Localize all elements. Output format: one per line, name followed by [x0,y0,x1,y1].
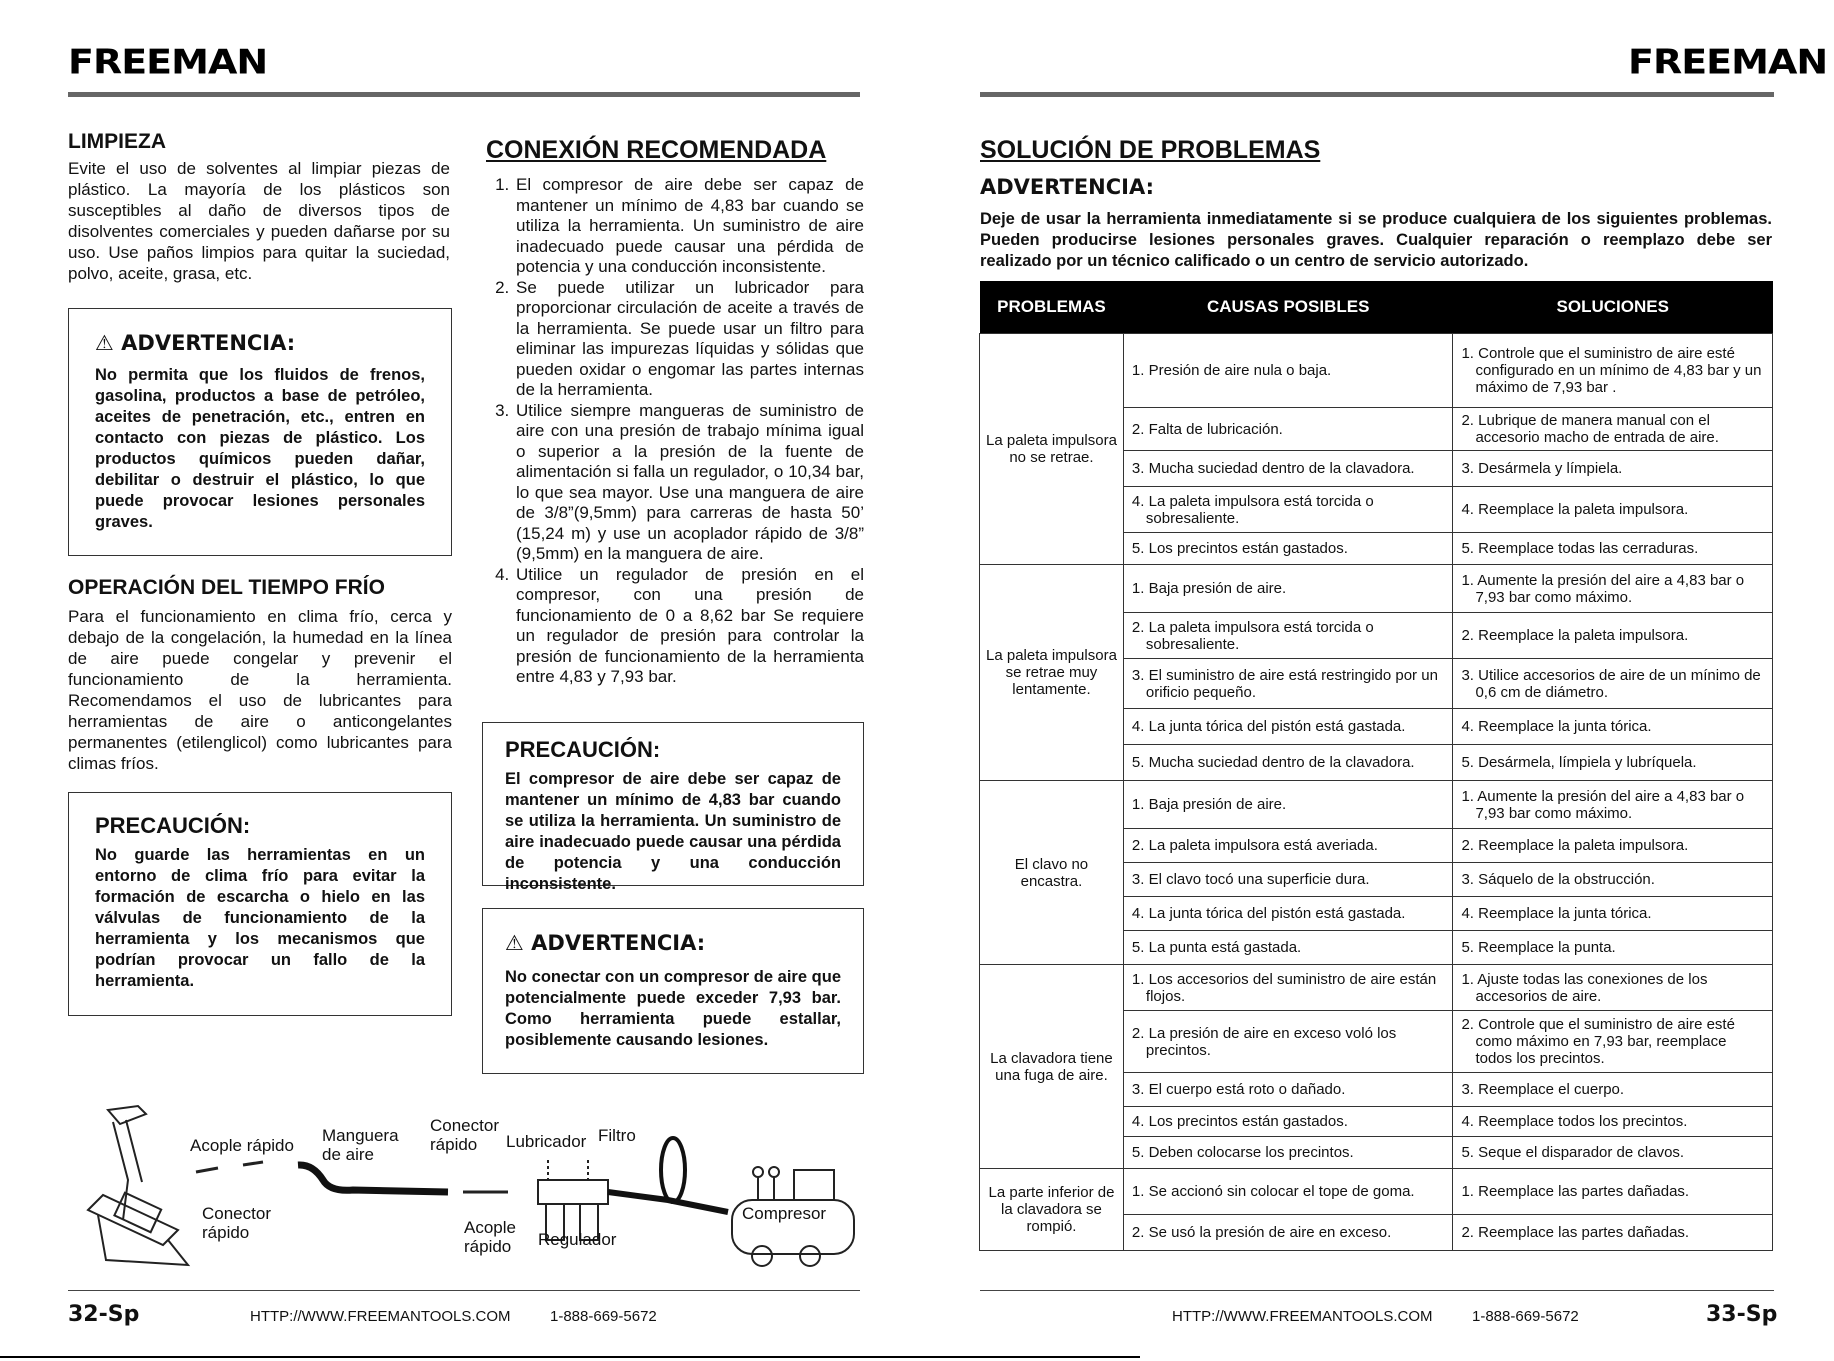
freeman-logo-left: FREEMAN [68,42,268,82]
precaucion-box-2 [482,722,864,893]
solucion-advertencia: ADVERTENCIA: [980,175,1155,199]
bottom-edge-line [0,1356,1140,1358]
footer-phone-left: 1-888-669-5672 [550,1308,657,1325]
label-manguera: Manguera de aire [322,1126,399,1164]
solution-cell: 5. Desármela, límpiela y lubríquela. [1453,745,1773,781]
frio-title: OPERACIÓN DEL TIEMPO FRÍO [68,576,385,599]
table-row [980,781,1773,829]
precaucion-box-1 [68,792,452,1016]
advertencia-box-2 [482,908,864,1074]
header-rule-right [980,92,1774,97]
table-row [980,1169,1773,1215]
precaucion-text-1: No guarde las herramientas en un entorno de clima frío para evitar la formación de escarcha o hielo en las válvulas de funcionamiento de la herramienta y los mecanismos que podrían provocar un fallo de la herramienta. [95,846,425,990]
cause-cell: 5. Deben colocarse los precintos. [1123,1137,1453,1169]
cause-cell: 1. Presión de aire nula o baja. [1123,334,1453,408]
table-row [980,565,1773,613]
advertencia-heading-2 [505,931,841,955]
solution-cell: 1. Reemplace las partes dañadas. [1453,1169,1773,1215]
conexion-list [486,175,864,688]
cause-cell: 2. Se usó la presión de aire en exceso. [1123,1215,1453,1251]
problem-cell: La parte inferior de la clavadora se rompió. [980,1169,1124,1251]
solucion-title: SOLUCIÓN DE PROBLEMAS [980,136,1321,164]
footer-rule-right [980,1290,1774,1291]
advertencia-box-1 [68,308,452,556]
solution-cell: 5. Seque el disparador de clavos. [1453,1137,1773,1169]
solution-cell: 2. Controle que el suministro de aire esté como máximo en 7,93 bar, reemplace todos los precintos. [1453,1011,1773,1073]
hose-coil-shape [661,1138,685,1202]
cause-cell: 3. Mucha suciedad dentro de la clavadora. [1123,451,1453,487]
problem-cell: El clavo no encastra. [980,781,1124,965]
quick-coupler-shape [196,1162,263,1172]
header-soluciones: SOLUCIONES [1453,281,1773,334]
solution-cell: 1. Aumente la presión del aire a 4,83 bar o 7,93 bar como máximo. [1453,565,1773,613]
solution-cell: 4. Reemplace todos los precintos. [1453,1107,1773,1137]
solution-cell: 5. Reemplace la punta. [1453,931,1773,965]
cause-cell: 5. Los precintos están gastados. [1123,533,1453,565]
cause-cell: 1. Baja presión de aire. [1123,565,1453,613]
solution-cell: 1. Controle que el suministro de aire esté configurado en un mínimo de 4,83 bar y un máximo de 7,93 bar . [1453,334,1773,408]
label-lubricador: Lubricador [506,1132,587,1151]
precaucion-text-2: El compresor de aire debe ser capaz de mantener un mínimo de 4,83 bar cuando se utiliza la herramienta. Un suministro de aire inadecuado puede causar una pérdida de potencia y una conducción inconsistente. [505,770,841,893]
troubleshooting-table [979,281,1773,1251]
footer-url-right: HTTP://WWW.FREEMANTOOLS.COM [1172,1308,1433,1325]
cause-cell: 3. El cuerpo está roto o dañado. [1123,1073,1453,1107]
advertencia-title-2: ADVERTENCIA: [531,931,706,955]
cause-cell: 2. La paleta impulsora está torcida o sobresaliente. [1123,613,1453,659]
advertencia-text-1: No permita que los fluidos de frenos, gasolina, productos a base de petróleo, aceites de penetración, etc., entren en contacto con piezas de plástico. Los productos químicos pueden dañar, debilitar o destruir el plástico, lo que puede provocar lesiones personales graves. [95,366,425,531]
warning-triangle-icon: ⚠ [505,931,524,955]
conexion-item: 4. Utilice un regulador de presión en el compresor, con una presión de funcionamiento de 0 a 8,62 bar Se requiere un regulador de presión para controlar la presión de funcionamiento de la herramienta entre 4,83 y 7,93 bar. [514,565,864,688]
solution-cell: 4. Reemplace la junta tórica. [1453,709,1773,745]
footer-rule-left [68,1290,860,1291]
solution-cell: 2. Reemplace la paleta impulsora. [1453,829,1773,863]
problem-cell: La paleta impulsora se retrae muy lentamente. [980,565,1124,781]
solution-cell: 1. Ajuste todas las conexiones de los accesorios de aire. [1453,965,1773,1011]
precaucion-title-2: PRECAUCIÓN: [505,737,661,762]
page-number-right: 33-Sp [1706,1302,1778,1327]
solution-cell: 3. Desármela y límpiela. [1453,451,1773,487]
freeman-logo-right: FREEMAN [1628,42,1828,82]
advertencia-title-1: ADVERTENCIA: [121,331,296,355]
label-acople-rapido-1: Acople rápido [190,1136,294,1155]
precaucion-title-1: PRECAUCIÓN: [95,813,251,838]
advertencia-heading-1 [95,331,425,355]
cause-cell: 2. La presión de aire en exceso voló los precintos. [1123,1011,1453,1073]
footer-url-left: HTTP://WWW.FREEMANTOOLS.COM [250,1308,511,1325]
label-conector-rapido-2: Conector rápido [430,1116,499,1154]
solution-cell: 2. Reemplace las partes dañadas. [1453,1215,1773,1251]
solution-cell: 2. Lubrique de manera manual con el accesorio macho de entrada de aire. [1453,408,1773,451]
solution-cell: 2. Reemplace la paleta impulsora. [1453,613,1773,659]
cause-cell: 1. Baja presión de aire. [1123,781,1453,829]
cause-cell: 4. La junta tórica del pistón está gastada. [1123,897,1453,931]
cause-cell: 3. El clavo tocó una superficie dura. [1123,863,1453,897]
label-regulador: Regulador [538,1230,617,1249]
header-causas: CAUSAS POSIBLES [1123,281,1453,334]
solution-cell: 1. Aumente la presión del aire a 4,83 bar o 7,93 bar como máximo. [1453,781,1773,829]
label-compresor: Compresor [742,1204,827,1223]
cause-cell: 4. Los precintos están gastados. [1123,1107,1453,1137]
solution-cell: 3. Sáquelo de la obstrucción. [1453,863,1773,897]
cause-cell: 5. La punta está gastada. [1123,931,1453,965]
air-hose-shape [298,1165,448,1192]
solucion-header [980,136,1772,272]
header-rule-left [68,92,860,97]
nailer-illustration [88,1106,188,1265]
cause-cell: 1. Se accionó sin colocar el tope de goma. [1123,1169,1453,1215]
cause-cell: 1. Los accesorios del suministro de aire están flojos. [1123,965,1453,1011]
connection-diagram [68,1100,868,1280]
solution-cell: 5. Reemplace todas las cerraduras. [1453,533,1773,565]
conexion-item: 3. Utilice siempre mangueras de suministro de aire con una presión de trabajo mínima igual o superior a la presión de la fuente de alimentación si falla un regulador, o 10,34 bar, lo que sea mayor. Use una manguera de aire de 3/8”(9,5mm) para carreras de hasta 50’ (15,24 m) y use un acoplador rápido de 3/8” (9,5mm) en la manguera de aire. [514,401,864,565]
conexion-item: 1. El compresor de aire debe ser capaz de mantener un mínimo de 4,83 bar cuando se utiliza la herramienta. Un suministro de aire inadecuado puede causar una pérdida de potencia y una conducción inconsistente. [514,175,864,278]
cause-cell: 4. La junta tórica del pistón está gastada. [1123,709,1453,745]
conexion-item: 2. Se puede utilizar un lubricador para proporcionar circulación de aceite a través de la herramienta. Se puede usar un filtro para eliminar las impurezas líquidas y sólidas que pueden oxidar o engomar las partes internas de la herramienta. [514,278,864,401]
limpieza-title: LIMPIEZA [68,130,166,153]
table-body [980,334,1773,1251]
problem-cell: La clavadora tiene una fuga de aire. [980,965,1124,1169]
solution-cell: 3. Utilice accesorios de aire de un mínimo de 0,6 cm de diámetro. [1453,659,1773,709]
cause-cell: 4. La paleta impulsora está torcida o sobresaliente. [1123,487,1453,533]
cause-cell: 5. Mucha suciedad dentro de la clavadora. [1123,745,1453,781]
conexion-section [486,136,864,688]
frio-text: Para el funcionamiento en clima frío, cerca y debajo de la congelación, la humedad en la línea de aire puede congelar y prevenir el funcionamiento de la herramienta. Recomendamos el uso de lubricantes para herramientas de aire o anticongelantes permanentes (etilenglicol) como lubricantes para climas fríos. [68,607,452,773]
table-row [980,334,1773,408]
label-filtro: Filtro [598,1126,636,1145]
footer-phone-right: 1-888-669-5672 [1472,1308,1579,1325]
filter-lubricator-regulator-shape [538,1160,608,1240]
solution-cell: 3. Reemplace el cuerpo. [1453,1073,1773,1107]
solucion-intro: Deje de usar la herramienta inmediatamente si se produce cualquiera de los siguientes problemas. Pueden producirse lesiones personales graves. Cualquier reparación o reemplazo debe ser realizado por un técnico calificado o un centro de servicio autorizado. [980,210,1772,270]
frio-section [68,576,452,774]
label-conector-rapido-1: Conector rápido [202,1204,271,1242]
page-number-left: 32-Sp [68,1302,140,1327]
solution-cell: 4. Reemplace la paleta impulsora. [1453,487,1773,533]
limpieza-text: Evite el uso de solventes al limpiar piezas de plástico. La mayoría de los plásticos son susceptibles al daño de diversos tipos de disolventes comerciales y pueden dañarse por su uso. Use paños limpios para quitar la suciedad, polvo, aceite, grasa, etc. [68,159,450,283]
problem-cell: La paleta impulsora no se retrae. [980,334,1124,565]
cause-cell: 2. La paleta impulsora está averiada. [1123,829,1453,863]
table-row [980,965,1773,1011]
advertencia-text-2: No conectar con un compresor de aire que potencialmente puede exceder 7,93 bar. Como herramienta puede estallar, posiblemente causando lesiones. [505,968,841,1049]
cause-cell: 2. Falta de lubricación. [1123,408,1453,451]
table-header-row [980,281,1773,334]
label-acople-rapido-2: Acople rápido [464,1218,516,1256]
conexion-title: CONEXIÓN RECOMENDADA [486,136,827,164]
header-problemas: PROBLEMAS [980,281,1124,334]
limpieza-section [68,130,450,284]
cause-cell: 3. El suministro de aire está restringido por un orificio pequeño. [1123,659,1453,709]
solution-cell: 4. Reemplace la junta tórica. [1453,897,1773,931]
warning-triangle-icon: ⚠ [95,331,114,355]
